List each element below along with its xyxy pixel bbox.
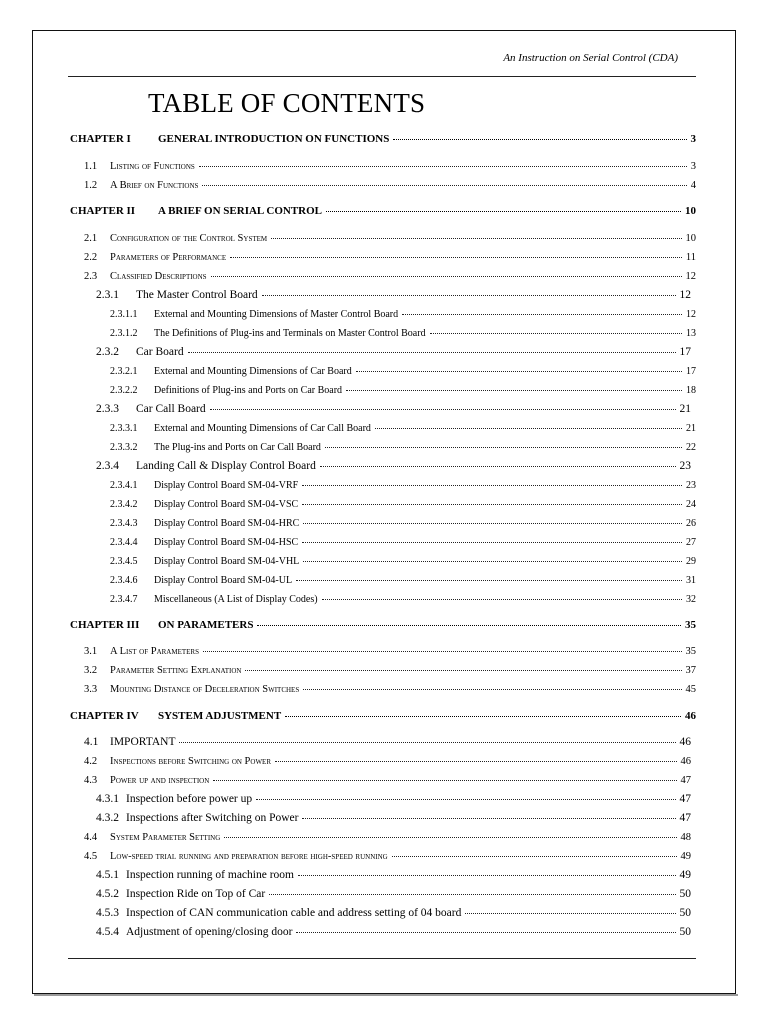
toc-title: Inspections before Switching on Power xyxy=(110,756,272,767)
dot-leader xyxy=(203,642,682,652)
toc-page: 12 xyxy=(685,271,696,282)
toc-number: 1.2 xyxy=(84,180,98,191)
toc-section-entry[interactable] xyxy=(84,682,696,697)
toc-number: 2.3.4.1 xyxy=(110,480,138,491)
toc-section-entry[interactable] xyxy=(84,250,696,265)
toc-section-entry[interactable] xyxy=(84,754,691,769)
dot-leader xyxy=(213,771,676,781)
dot-leader xyxy=(269,885,675,895)
toc-title: IMPORTANT xyxy=(110,736,176,748)
toc-page: 29 xyxy=(686,556,696,567)
dot-leader xyxy=(392,847,677,857)
toc-number: 2.3.3.1 xyxy=(110,423,138,434)
toc-page: 21 xyxy=(679,403,691,415)
toc-page: 21 xyxy=(686,423,696,434)
toc-subsection-entry[interactable] xyxy=(96,345,691,359)
toc-number: 2.3.4.3 xyxy=(110,518,138,529)
toc-subsection-entry[interactable] xyxy=(96,811,691,825)
toc-number: 4.2 xyxy=(84,756,98,767)
toc-page: 31 xyxy=(686,575,696,586)
toc-subsubsection-entry[interactable] xyxy=(110,554,696,569)
toc-page: 10 xyxy=(685,205,696,217)
toc-page: 18 xyxy=(686,385,696,396)
toc-page: 22 xyxy=(686,442,696,453)
toc-page: 47 xyxy=(679,812,691,824)
toc-page: 46 xyxy=(680,756,691,767)
toc-title: External and Mounting Dimensions of Master Control Board xyxy=(154,309,399,320)
toc-title: Display Control Board SM-04-UL xyxy=(154,575,293,586)
toc-section-entry[interactable] xyxy=(84,735,691,749)
toc-page: 50 xyxy=(679,907,691,919)
dot-leader xyxy=(375,419,682,429)
toc-section-entry[interactable] xyxy=(84,830,691,845)
toc-title: The Plug-ins and Ports on Car Call Board xyxy=(154,442,321,453)
toc-subsubsection-entry[interactable] xyxy=(110,478,696,493)
toc-number: CHAPTER I xyxy=(70,133,131,145)
dot-leader xyxy=(326,202,681,212)
toc-subsubsection-entry[interactable] xyxy=(110,421,696,436)
toc-title: External and Mounting Dimensions of Car Board xyxy=(154,366,352,377)
toc-page: 46 xyxy=(685,710,696,722)
toc-title: Car Call Board xyxy=(136,403,206,415)
toc-subsubsection-entry[interactable] xyxy=(110,573,696,588)
dot-leader xyxy=(188,343,676,353)
toc-section-entry[interactable] xyxy=(84,231,696,246)
toc-title: Inspection Ride on Top of Car xyxy=(126,888,266,900)
toc-page: 49 xyxy=(680,851,691,862)
toc-number: 3.2 xyxy=(84,665,98,676)
toc-title: Car Board xyxy=(136,346,184,358)
toc-page: 48 xyxy=(680,832,691,843)
toc-number: 4.5 xyxy=(84,851,98,862)
toc-number: 2.3.2.2 xyxy=(110,385,138,396)
toc-number: 4.4 xyxy=(84,832,98,843)
toc-title: The Definitions of Plug-ins and Terminals on Master Control Board xyxy=(154,328,426,339)
toc-subsubsection-entry[interactable] xyxy=(110,364,696,379)
toc-subsubsection-entry[interactable] xyxy=(110,307,696,322)
toc-page: 50 xyxy=(679,926,691,938)
toc-title: Display Control Board SM-04-VRF xyxy=(154,480,299,491)
toc-page: 47 xyxy=(679,793,691,805)
dot-leader xyxy=(302,476,682,486)
dot-leader xyxy=(245,661,681,671)
toc-number: 4.3 xyxy=(84,775,98,786)
toc-subsubsection-entry[interactable] xyxy=(110,592,696,607)
toc-title: Adjustment of opening/closing door xyxy=(126,926,293,938)
dot-leader xyxy=(402,305,682,315)
toc-chapter-entry[interactable] xyxy=(70,709,696,723)
toc-subsection-entry[interactable] xyxy=(96,906,691,920)
toc-number: 4.5.4 xyxy=(96,926,119,938)
dot-leader xyxy=(356,362,682,372)
toc-title: Display Control Board SM-04-HSC xyxy=(154,537,299,548)
toc-subsubsection-entry[interactable] xyxy=(110,497,696,512)
toc-subsection-entry[interactable] xyxy=(96,792,691,806)
toc-subsubsection-entry[interactable] xyxy=(110,516,696,531)
dot-leader xyxy=(302,809,675,819)
toc-title: Display Control Board SM-04-VHL xyxy=(154,556,300,567)
toc-page: 24 xyxy=(686,499,696,510)
toc-section-entry[interactable] xyxy=(84,178,696,193)
dot-leader xyxy=(202,176,686,186)
toc-subsection-entry[interactable] xyxy=(96,887,691,901)
toc-page: 3 xyxy=(690,161,696,172)
toc-number: 4.5.3 xyxy=(96,907,119,919)
toc-title: A List of Parameters xyxy=(110,646,199,657)
toc-number: 4.5.1 xyxy=(96,869,119,881)
dot-leader xyxy=(224,828,676,838)
dot-leader xyxy=(430,324,682,334)
toc-section-entry[interactable] xyxy=(84,849,691,864)
dot-leader xyxy=(211,267,682,277)
toc-page: 17 xyxy=(679,346,691,358)
toc-number: 2.3.3.2 xyxy=(110,442,138,453)
toc-number: 3.1 xyxy=(84,646,98,657)
toc-number: CHAPTER III xyxy=(70,619,140,631)
dot-leader xyxy=(230,248,682,258)
header-rule xyxy=(68,76,696,77)
toc-subsubsection-entry[interactable] xyxy=(110,535,696,550)
dot-leader xyxy=(256,790,675,800)
toc-section-entry[interactable] xyxy=(84,269,696,284)
toc-title: Power up and inspection xyxy=(110,775,210,786)
toc-section-entry[interactable] xyxy=(84,773,691,788)
toc-number: 2.3.4.7 xyxy=(110,594,138,605)
toc-title: Landing Call & Display Control Board xyxy=(136,460,316,472)
dot-leader xyxy=(302,495,682,505)
toc-subsection-entry[interactable] xyxy=(96,459,691,473)
toc-page: 4 xyxy=(690,180,696,191)
toc-number: 4.5.2 xyxy=(96,888,119,900)
toc-number: 4.3.1 xyxy=(96,793,119,805)
toc-page: 32 xyxy=(686,594,696,605)
toc-number: 2.2 xyxy=(84,252,98,263)
toc-title: SYSTEM ADJUSTMENT xyxy=(158,710,282,722)
toc-page: 49 xyxy=(679,869,691,881)
toc-number: 2.3.4.6 xyxy=(110,575,138,586)
toc-page: 26 xyxy=(686,518,696,529)
dot-leader xyxy=(210,400,676,410)
toc-page: 13 xyxy=(686,328,696,339)
dot-leader xyxy=(257,616,681,626)
toc-title: A Brief on Functions xyxy=(110,180,199,191)
toc-page: 23 xyxy=(686,480,696,491)
toc-section-entry[interactable] xyxy=(84,663,696,678)
toc-number: CHAPTER IV xyxy=(70,710,139,722)
dot-leader xyxy=(302,533,682,543)
toc-number: 2.3.1.1 xyxy=(110,309,138,320)
toc-page: 35 xyxy=(685,619,696,631)
toc-page: 12 xyxy=(679,289,691,301)
toc-number: 2.3.4 xyxy=(96,460,119,472)
toc-number: 2.3.1 xyxy=(96,289,119,301)
toc-number: 2.3.4.4 xyxy=(110,537,138,548)
toc-subsection-entry[interactable] xyxy=(96,288,691,302)
toc-title: The Master Control Board xyxy=(136,289,258,301)
toc-page: 17 xyxy=(686,366,696,377)
dot-leader xyxy=(271,229,681,239)
toc-section-entry[interactable] xyxy=(84,644,696,659)
toc-title: Definitions of Plug-ins and Ports on Car Board xyxy=(154,385,343,396)
footer-rule xyxy=(68,958,696,959)
toc-number: 2.3 xyxy=(84,271,98,282)
dot-leader xyxy=(296,923,675,933)
toc-title: Configuration of the Control System xyxy=(110,233,268,244)
toc-page: 3 xyxy=(690,133,696,145)
toc-page: 35 xyxy=(685,646,696,657)
dot-leader xyxy=(275,752,676,762)
toc-subsubsection-entry[interactable] xyxy=(110,383,696,398)
dot-leader xyxy=(322,590,682,600)
toc-title: GENERAL INTRODUCTION ON FUNCTIONS xyxy=(158,133,390,145)
toc-title: Inspection running of machine room xyxy=(126,869,294,881)
toc-page: 45 xyxy=(685,684,696,695)
dot-leader xyxy=(199,157,687,167)
toc-number: 4.1 xyxy=(84,736,99,748)
toc-title: Listing of Functions xyxy=(110,161,195,172)
toc-title: ON PARAMETERS xyxy=(158,619,254,631)
toc-page: 47 xyxy=(680,775,691,786)
page-shadow xyxy=(34,994,738,996)
toc-title: A BRIEF ON SERIAL CONTROL xyxy=(158,205,323,217)
toc-subsection-entry[interactable] xyxy=(96,868,691,882)
dot-leader xyxy=(346,381,682,391)
toc-number: 2.3.4.2 xyxy=(110,499,138,510)
toc-number: CHAPTER II xyxy=(70,205,136,217)
dot-leader xyxy=(298,866,676,876)
toc-title: Inspection before power up xyxy=(126,793,253,805)
toc-title: External and Mounting Dimensions of Car Call Board xyxy=(154,423,371,434)
dot-leader xyxy=(296,571,682,581)
dot-leader xyxy=(303,552,682,562)
toc-page: 23 xyxy=(679,460,691,472)
toc-number: 1.1 xyxy=(84,161,98,172)
dot-leader xyxy=(320,457,676,467)
dot-leader xyxy=(179,733,675,743)
toc-page: 12 xyxy=(686,309,696,320)
toc-title: Parameters of Performance xyxy=(110,252,227,263)
toc-subsection-entry[interactable] xyxy=(96,402,691,416)
toc-chapter-entry[interactable] xyxy=(70,132,696,146)
toc-title: Classified Descriptions xyxy=(110,271,207,282)
running-header: An Instruction on Serial Control (CDA) xyxy=(503,52,678,64)
toc-number: 2.3.3 xyxy=(96,403,119,415)
toc-subsubsection-entry[interactable] xyxy=(110,440,696,455)
page-title: TABLE OF CONTENTS xyxy=(148,88,426,118)
toc-title: Display Control Board SM-04-HRC xyxy=(154,518,300,529)
toc-number: 2.3.2.1 xyxy=(110,366,138,377)
toc-title: Low-speed trial running and preparation before high-speed running xyxy=(110,851,388,862)
toc-title: Parameter Setting Explanation xyxy=(110,665,242,676)
toc-number: 2.1 xyxy=(84,233,98,244)
toc-title: Miscellaneous (A List of Display Codes) xyxy=(154,594,318,605)
toc-page: 50 xyxy=(679,888,691,900)
toc-page: 27 xyxy=(686,537,696,548)
toc-number: 4.3.2 xyxy=(96,812,119,824)
toc-title: Inspection of CAN communication cable and address setting of 04 board xyxy=(126,907,462,919)
dot-leader xyxy=(393,130,686,140)
toc-number: 2.3.2 xyxy=(96,346,119,358)
toc-title: Display Control Board SM-04-VSC xyxy=(154,499,299,510)
dot-leader xyxy=(325,438,682,448)
toc-chapter-entry[interactable] xyxy=(70,618,696,632)
toc-section-entry[interactable] xyxy=(84,159,696,174)
toc-title: Mounting Distance of Deceleration Switches xyxy=(110,684,300,695)
toc-number: 3.3 xyxy=(84,684,98,695)
toc-title: Inspections after Switching on Power xyxy=(126,812,299,824)
dot-leader xyxy=(262,286,676,296)
dot-leader xyxy=(303,514,682,524)
toc-number: 2.3.1.2 xyxy=(110,328,138,339)
toc-subsubsection-entry[interactable] xyxy=(110,326,696,341)
toc-chapter-entry[interactable] xyxy=(70,204,696,218)
toc-title: System Parameter Setting xyxy=(110,832,221,843)
toc-number: 2.3.4.5 xyxy=(110,556,138,567)
dot-leader xyxy=(465,904,675,914)
toc-page: 37 xyxy=(685,665,696,676)
toc-page: 10 xyxy=(685,233,696,244)
toc-page: 46 xyxy=(679,736,691,748)
toc-subsection-entry[interactable] xyxy=(96,925,691,939)
toc-page: 11 xyxy=(685,252,696,263)
dot-leader xyxy=(303,680,681,690)
dot-leader xyxy=(285,707,681,717)
